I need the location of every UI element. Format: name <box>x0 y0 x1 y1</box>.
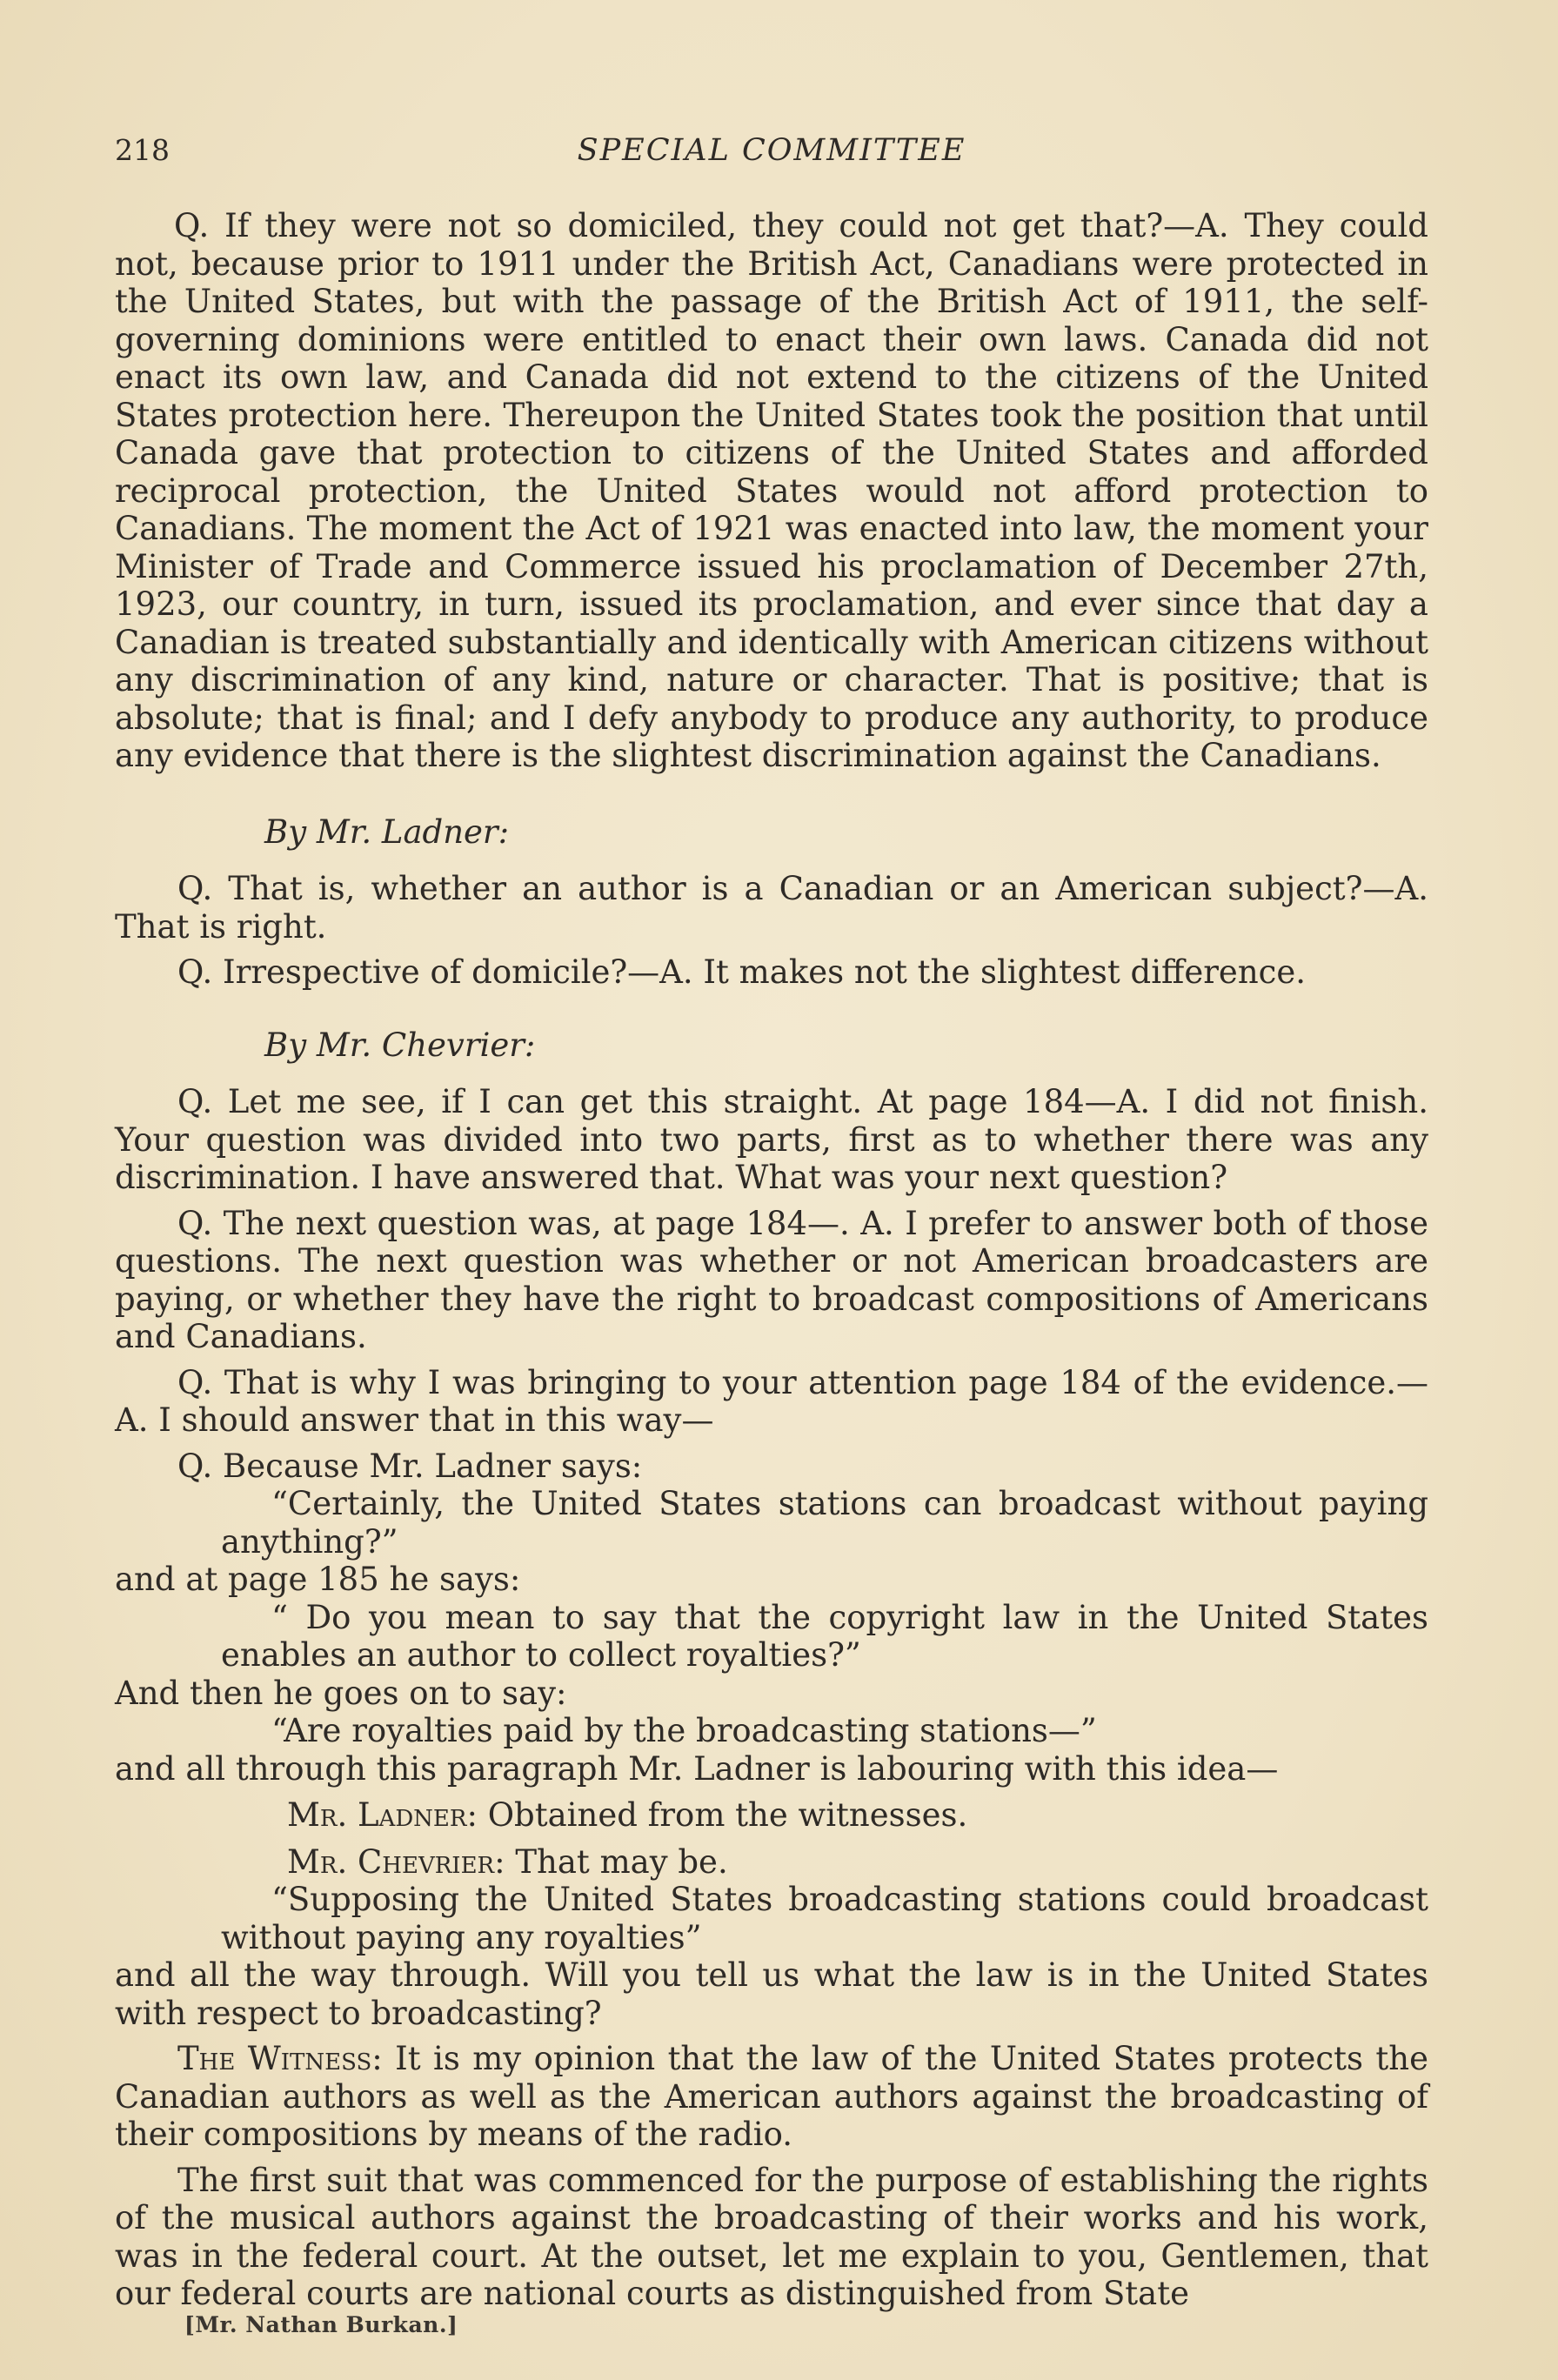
paragraph-ladner-says: Q. Because Mr. Ladner says: <box>177 1447 643 1485</box>
paragraph-evidence-attention: Q. That is why I was bringing to your attention page 184 of the evidence.—A. I should answer that in this way— <box>115 1363 1428 1439</box>
paragraph-witness-opinion <box>115 2040 1428 2154</box>
paragraph-author-subject: Q. That is, whether an author is a Canadian or an American subject?—A. That is right. <box>115 870 1428 946</box>
speaker-text-chevrier: : That may be. <box>494 1842 728 1881</box>
line-labouring: and all through this paragraph Mr. Ladner is labouring with this idea— <box>115 1749 1279 1788</box>
paragraph-domicile-question: Q. Irrespective of domicile?—A. It makes not the slightest difference. <box>177 953 1307 991</box>
speaker-chevrier-line <box>115 1843 1428 1882</box>
speaker-ladner-line <box>115 1796 1428 1835</box>
line-goes-on: And then he goes on to say: <box>115 1674 567 1712</box>
paragraph-first-suit: The first suit that was commenced for the purpose of establishing the rights of the musical authors against the broadcasting of their works and his work, was in the federal court. At the outset, let me explain to you, Gentlemen, that our federal courts are national courts as distinguished from State <box>115 2161 1428 2312</box>
quotation-supposing: “Supposing the United States broadcasting stations could broadcast without paying any royalties” <box>221 1881 1428 1956</box>
speaker-name-chevrier: Mr. Chevrier <box>287 1842 495 1881</box>
footer-speaker-note: [Mr. Nathan Burkan.] <box>184 2312 458 2337</box>
running-title: SPECIAL COMMITTEE <box>577 133 966 168</box>
speaker-name-witness: The Witness <box>177 2040 372 2077</box>
paragraph-domicile-answer: Q. If they were not so domiciled, they could not get that?—A. They could not, because prior to 1911 under the British Act, Canadians were protected in the United States, but with the passage of the British Act of 1911, the self-governing dominions were entitled to enact their own laws. Canada did not enact its own law, and Canada did not extend to the citizens of the United States protection here. Thereupon the United States took the position that until Canada gave that protection to citizens of the United States and afforded reciprocal protection, the United States would not afford protection to Canadians. The moment the Act of 1921 was enacted into law, the moment your Minister of Trade and Commerce issued his proclamation of December 27th, 1923, our country, in turn, issued its proclamation, and ever since that day a Canadian is treated substantially and identically with American citizens without any discrimination of any kind, nature or character. That is positive; that is absolute; that is final; and I defy anybody to produce any authority, to produce any evidence that there is the slightest discrimination against the Canadians. <box>115 207 1428 774</box>
examiner-heading-chevrier: By Mr. Chevrier: <box>264 1026 536 1064</box>
page-number: 218 <box>115 133 170 167</box>
quotation-royalties: “Are royalties paid by the broadcasting stations—” <box>271 1712 1097 1749</box>
paragraph-page-184: Q. Let me see, if I can get this straight. At page 184—A. I did not finish. Your question was divided into two parts, first as to whether there was any discrimination. I have answered that. What was your next question? <box>115 1083 1428 1196</box>
line-all-the-way: and all the way through. Will you tell us what the law is in the United States with respect to broadcasting? <box>115 1956 1428 2032</box>
quotation-certainly: “Certainly, the United States stations can broadcast without paying anything?” <box>221 1485 1428 1561</box>
quotation-copyright-law: “ Do you mean to say that the copyright law in the United States enables an author to collect royalties?” <box>221 1598 1428 1674</box>
examiner-heading-ladner: By Mr. Ladner: <box>264 812 510 851</box>
page-header <box>115 129 1428 172</box>
paragraph-next-question: Q. The next question was, at page 184—. A. I prefer to answer both of those questions. The next question was whether or not American broadcasters are paying, or whether they have the right to broadcast compositions of Americans and Canadians. <box>115 1204 1428 1355</box>
speaker-text-ladner: : Obtained from the witnesses. <box>466 1796 968 1834</box>
speaker-name-ladner: Mr. Ladner <box>287 1796 467 1834</box>
speaker-text-witness: : It is my opinion that the law of the United States protects the Canadian authors as well as the American authors against the broadcasting of their compositions by means of the radio. <box>115 2040 1428 2153</box>
body-text <box>115 207 1428 2313</box>
line-page-185: and at page 185 he says: <box>115 1561 521 1598</box>
